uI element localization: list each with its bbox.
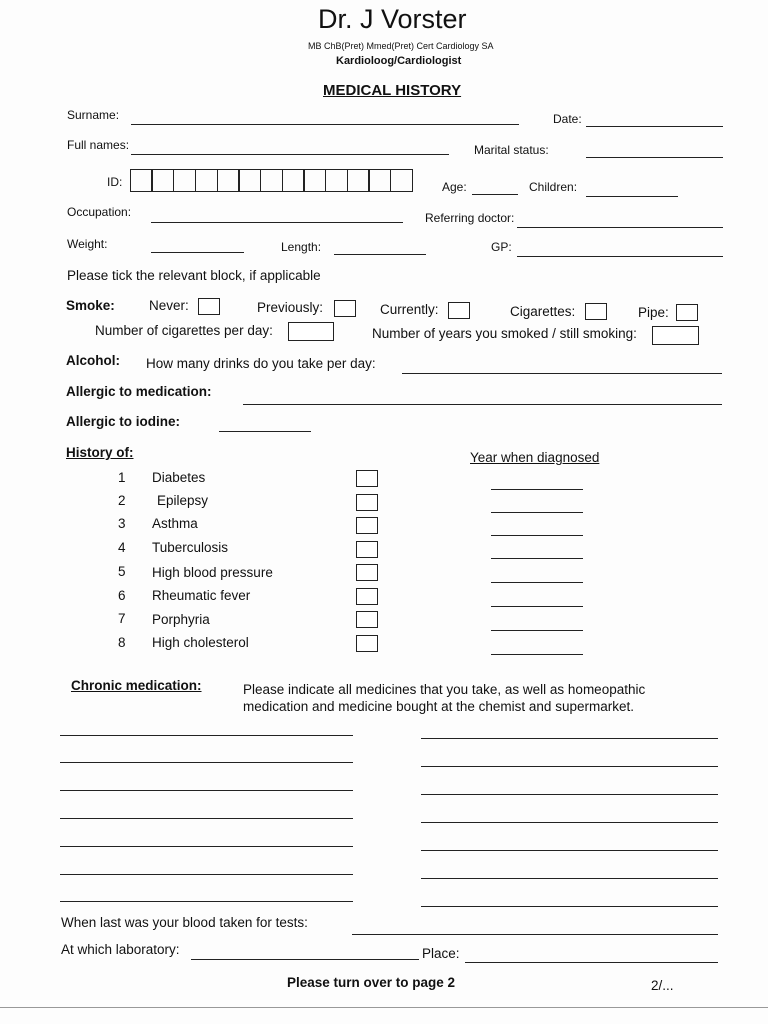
smoke-never-checkbox[interactable] <box>198 298 220 315</box>
page-bottom-rule <box>0 1007 768 1008</box>
history-num: 4 <box>118 540 126 555</box>
medication-line[interactable] <box>421 794 718 795</box>
occupation-label: Occupation: <box>67 205 132 219</box>
smoke-pipe-label: Pipe: <box>638 305 669 320</box>
blood-last-taken-label: When last was your blood taken for tests: <box>61 915 308 930</box>
history-name-high-cholesterol: High cholesterol <box>152 635 249 650</box>
history-year-epilepsy[interactable] <box>491 512 583 513</box>
smoke-cigarettes-label: Cigarettes: <box>510 304 576 319</box>
medication-line[interactable] <box>60 790 353 791</box>
id-number-boxes[interactable] <box>131 169 413 192</box>
id-digit-box[interactable] <box>347 169 370 192</box>
id-digit-box[interactable] <box>282 169 305 192</box>
years-smoked-box[interactable] <box>652 326 699 345</box>
history-checkbox-high-blood-pressure[interactable] <box>356 564 378 581</box>
specialty-title: Kardioloog/Cardiologist <box>336 55 462 67</box>
history-year-porphyria[interactable] <box>491 630 583 631</box>
history-year-high-cholesterol[interactable] <box>491 654 583 655</box>
age-field[interactable] <box>472 194 518 195</box>
date-label: Date: <box>553 112 582 126</box>
id-digit-box[interactable] <box>151 169 174 192</box>
form-title: MEDICAL HISTORY <box>323 82 462 99</box>
history-name-asthma: Asthma <box>152 516 198 531</box>
children-label: Children: <box>529 180 578 194</box>
id-digit-box[interactable] <box>130 169 153 192</box>
cigarettes-per-day-box[interactable] <box>288 322 334 341</box>
tick-instruction: Please tick the relevant block, if applicable <box>67 268 321 283</box>
smoke-currently-label: Currently: <box>380 302 439 317</box>
referring-doctor-label: Referring doctor: <box>425 211 515 225</box>
history-name-porphyria: Porphyria <box>152 612 210 627</box>
medication-line[interactable] <box>60 874 353 875</box>
smoke-previously-checkbox[interactable] <box>334 300 356 317</box>
history-checkbox-high-cholesterol[interactable] <box>356 635 378 652</box>
length-field[interactable] <box>334 254 426 255</box>
id-digit-box[interactable] <box>325 169 348 192</box>
laboratory-label: At which laboratory: <box>61 942 180 957</box>
history-num: 1 <box>118 470 126 485</box>
allergic-iodine-label: Allergic to iodine: <box>66 414 181 429</box>
smoke-previously-label: Previously: <box>257 300 324 315</box>
history-checkbox-asthma[interactable] <box>356 517 378 534</box>
laboratory-field[interactable] <box>191 959 419 960</box>
years-smoked-label: Number of years you smoked / still smoking: <box>372 326 637 341</box>
year-diagnosed-header: Year when diagnosed <box>470 450 600 465</box>
gp-label: GP: <box>491 240 512 254</box>
history-num: 5 <box>118 564 126 579</box>
history-year-tuberculosis[interactable] <box>491 558 583 559</box>
medication-line[interactable] <box>421 878 718 879</box>
gp-field[interactable] <box>517 256 723 257</box>
qualifications: MB ChB(Pret) Mmed(Pret) Cert Cardiology SA <box>308 41 494 51</box>
history-num: 7 <box>118 611 126 626</box>
history-year-diabetes[interactable] <box>491 489 583 490</box>
history-num: 2 <box>118 493 126 508</box>
children-field[interactable] <box>586 196 678 197</box>
history-year-rheumatic-fever[interactable] <box>491 606 583 607</box>
place-field[interactable] <box>465 962 718 963</box>
smoke-label: Smoke: <box>66 298 115 313</box>
medication-line[interactable] <box>421 850 718 851</box>
date-field[interactable] <box>586 126 723 127</box>
allergic-iodine-field[interactable] <box>219 431 311 432</box>
medication-line[interactable] <box>421 766 718 767</box>
id-digit-box[interactable] <box>238 169 261 192</box>
history-year-high-blood-pressure[interactable] <box>491 582 583 583</box>
medication-line[interactable] <box>60 901 353 902</box>
blood-last-taken-field[interactable] <box>352 934 718 935</box>
smoke-never-label: Never: <box>149 298 189 313</box>
medication-line[interactable] <box>421 906 718 907</box>
smoke-cigarettes-checkbox[interactable] <box>585 303 607 320</box>
cigarettes-per-day-label: Number of cigarettes per day: <box>95 323 273 338</box>
weight-field[interactable] <box>151 252 244 253</box>
medication-line[interactable] <box>60 818 353 819</box>
alcohol-question: How many drinks do you take per day: <box>146 356 376 371</box>
history-checkbox-tuberculosis[interactable] <box>356 541 378 558</box>
medication-line[interactable] <box>60 846 353 847</box>
history-num: 3 <box>118 516 126 531</box>
age-label: Age: <box>442 180 467 194</box>
history-name-diabetes: Diabetes <box>152 470 206 485</box>
alcohol-label: Alcohol: <box>66 353 120 368</box>
marital-status-field[interactable] <box>586 157 723 158</box>
chronic-medication-instruction-2: medication and medicine bought at the chemist and supermarket. <box>243 699 634 714</box>
place-label: Place: <box>422 946 460 961</box>
id-digit-box[interactable] <box>217 169 240 192</box>
history-checkbox-rheumatic-fever[interactable] <box>356 588 378 605</box>
medication-line[interactable] <box>421 738 718 739</box>
id-digit-box[interactable] <box>390 169 413 192</box>
medication-line[interactable] <box>421 822 718 823</box>
id-digit-box[interactable] <box>260 169 283 192</box>
chronic-medication-instruction-1: Please indicate all medicines that you take, as well as homeopathic <box>243 682 646 697</box>
history-num: 8 <box>118 635 126 650</box>
history-name-high-blood-pressure: High blood pressure <box>152 565 273 580</box>
history-year-asthma[interactable] <box>491 535 583 536</box>
surname-field[interactable] <box>131 124 519 125</box>
smoke-pipe-checkbox[interactable] <box>676 304 698 321</box>
chronic-medication-title: Chronic medication: <box>71 678 202 693</box>
full-names-label: Full names: <box>67 138 130 152</box>
smoke-currently-checkbox[interactable] <box>448 302 470 319</box>
medication-line[interactable] <box>60 762 353 763</box>
history-title: History of: <box>66 445 134 460</box>
id-digit-box[interactable] <box>368 169 391 192</box>
medication-line[interactable] <box>60 735 353 736</box>
page-number: 2/... <box>651 978 674 993</box>
surname-label: Surname: <box>67 108 120 122</box>
alcohol-field[interactable] <box>402 373 722 374</box>
history-checkbox-porphyria[interactable] <box>356 611 378 628</box>
id-digit-box[interactable] <box>173 169 196 192</box>
length-label: Length: <box>281 240 322 254</box>
history-checkbox-epilepsy[interactable] <box>356 494 378 511</box>
id-digit-box[interactable] <box>195 169 218 192</box>
id-digit-box[interactable] <box>303 169 326 192</box>
doctor-name: Dr. J Vorster <box>318 4 467 34</box>
turn-over-note: Please turn over to page 2 <box>287 975 456 990</box>
history-checkbox-diabetes[interactable] <box>356 470 378 487</box>
history-name-epilepsy: Epilepsy <box>157 493 209 508</box>
history-name-tuberculosis: Tuberculosis <box>152 540 229 555</box>
id-label: ID: <box>107 175 123 189</box>
referring-doctor-field[interactable] <box>517 227 723 228</box>
weight-label: Weight: <box>67 237 108 251</box>
allergic-medication-field[interactable] <box>243 404 722 405</box>
allergic-medication-label: Allergic to medication: <box>66 384 212 399</box>
full-names-field[interactable] <box>131 154 449 155</box>
occupation-field[interactable] <box>151 222 403 223</box>
history-name-rheumatic-fever: Rheumatic fever <box>152 588 251 603</box>
history-num: 6 <box>118 588 126 603</box>
marital-status-label: Marital status: <box>474 143 549 157</box>
